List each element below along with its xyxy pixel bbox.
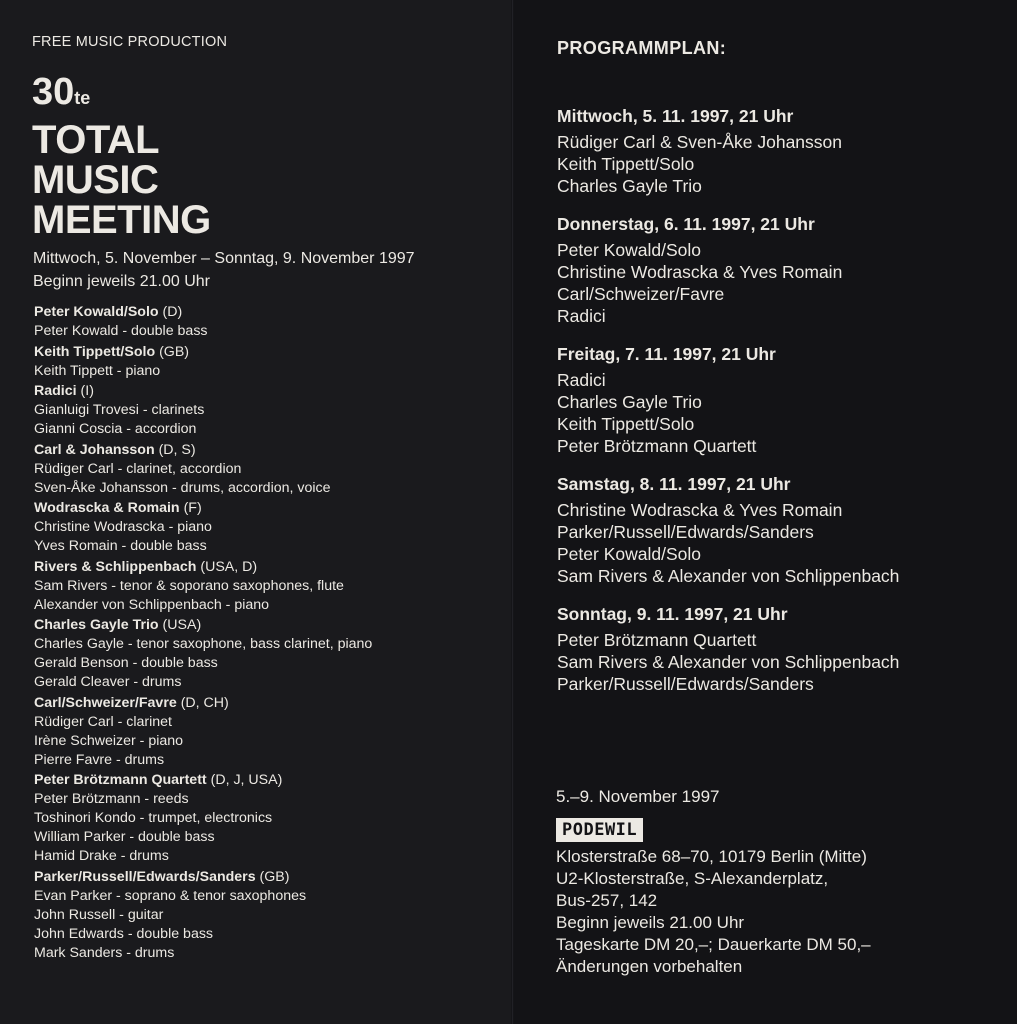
act-title: Wodrascka & Romain	[34, 500, 180, 516]
act-member: Evan Parker - soprano & tenor saxophones	[34, 887, 307, 904]
act-name	[34, 382, 504, 401]
act-member: Charles Gayle - tenor saxophone, bass clarinet, piano	[34, 636, 373, 652]
act-member: Gerald Cleaver - drums	[34, 674, 182, 690]
day-act: Rüdiger Carl & Sven-Åke Johansson	[557, 132, 843, 152]
day-act: Carl/Schweizer/Favre	[557, 284, 725, 304]
act-country: (I)	[80, 383, 94, 399]
act-member: Mark Sanders - drums	[34, 944, 175, 961]
program-title: PROGRAMMPLAN:	[557, 38, 727, 58]
act-member: Christine Wodrascka - piano	[34, 519, 212, 535]
day-heading: Freitag, 7. 11. 1997, 21 Uhr	[557, 344, 776, 364]
day-act: Sam Rivers & Alexander von Schlippenbach	[557, 652, 900, 672]
act-block	[34, 616, 504, 692]
day-act: Parker/Russell/Edwards/Sanders	[557, 674, 814, 694]
day-act: Radici	[557, 306, 606, 326]
act-country: (USA)	[162, 617, 202, 633]
act-country: (D)	[162, 304, 183, 320]
program-day	[557, 212, 997, 327]
act-title: Peter Kowald/Solo	[34, 304, 159, 320]
act-name	[34, 694, 504, 713]
act-member: Pierre Favre - drums	[34, 751, 165, 768]
day-act: Sam Rivers & Alexander von Schlippenbach	[557, 566, 900, 586]
act-member: Sven-Åke Johansson - drums, accordion, voice	[34, 479, 331, 496]
act-member: Gianluigi Trovesi - clarinets	[34, 402, 205, 418]
act-member: Irène Schweizer - piano	[34, 732, 184, 749]
fold-line	[511, 0, 514, 1024]
edition-number: 30	[32, 71, 75, 113]
day-act: Charles Gayle Trio	[557, 176, 702, 196]
act-name	[34, 303, 504, 322]
act-member: Sam Rivers - tenor & soporano saxophones, flute	[34, 577, 344, 594]
venue-line: Änderungen vorbehalten	[556, 957, 743, 976]
act-title: Carl/Schweizer/Favre	[34, 694, 177, 711]
act-country: (USA, D)	[200, 558, 258, 575]
act-block	[34, 382, 504, 439]
program-day	[557, 104, 997, 197]
act-block	[34, 303, 504, 341]
act-country: (D, CH)	[180, 694, 229, 711]
act-title: Parker/Russell/Edwards/Sanders	[34, 868, 256, 885]
day-act: Peter Brötzmann Quartett	[557, 630, 757, 650]
title-line: MUSIC	[32, 158, 159, 202]
act-block	[34, 771, 504, 866]
day-act: Christine Wodrascka & Yves Romain	[557, 500, 843, 520]
act-member: Peter Kowald - double bass	[34, 323, 208, 339]
venue-line: Tageskarte DM 20,–; Dauerkarte DM 50,–	[556, 935, 871, 954]
act-name	[34, 558, 504, 577]
dates-line: Mittwoch, 5. November – Sonntag, 9. November 1997	[33, 250, 415, 267]
act-block	[34, 499, 504, 556]
act-member: Gerald Benson - double bass	[34, 655, 218, 671]
day-act: Peter Brötzmann Quartett	[557, 436, 757, 456]
act-member: Gianni Coscia - accordion	[34, 421, 197, 437]
act-member: Toshinori Kondo - trumpet, electronics	[34, 810, 273, 826]
act-name	[34, 616, 504, 635]
act-member: Alexander von Schlippenbach - piano	[34, 596, 270, 613]
act-member: Hamid Drake - drums	[34, 848, 169, 864]
day-act: Peter Kowald/Solo	[557, 544, 701, 564]
program-day	[557, 342, 997, 457]
act-block	[34, 441, 504, 498]
day-act: Keith Tippett/Solo	[557, 414, 695, 434]
act-member: Peter Brötzmann - reeds	[34, 791, 189, 807]
act-country: (F)	[183, 500, 202, 516]
act-name	[34, 771, 504, 790]
venue-line: U2-Klosterstraße, S-Alexanderplatz,	[556, 869, 829, 888]
start-line: Beginn jeweils 21.00 Uhr	[33, 273, 210, 290]
day-heading: Samstag, 8. 11. 1997, 21 Uhr	[557, 474, 791, 494]
festival-dates	[33, 247, 415, 293]
podewil-logo: PODEWIL	[556, 818, 643, 842]
venue-line: Klosterstraße 68–70, 10179 Berlin (Mitte)	[556, 847, 867, 866]
day-heading: Mittwoch, 5. 11. 1997, 21 Uhr	[557, 106, 794, 126]
program-day	[557, 472, 997, 587]
act-block	[34, 868, 504, 963]
act-member: Rüdiger Carl - clarinet, accordion	[34, 460, 242, 477]
day-act: Radici	[557, 370, 606, 390]
program-schedule	[557, 104, 997, 710]
act-member: Yves Romain - double bass	[34, 538, 207, 554]
act-member: Rüdiger Carl - clarinet	[34, 713, 172, 730]
day-act: Charles Gayle Trio	[557, 392, 702, 412]
kicker: FREE MUSIC PRODUCTION	[32, 34, 228, 50]
act-country: (D, J, USA)	[210, 772, 283, 788]
act-member: William Parker - double bass	[34, 829, 215, 845]
act-block	[34, 694, 504, 770]
act-title: Keith Tippett/Solo	[34, 343, 156, 360]
act-title: Radici	[34, 383, 77, 399]
day-heading: Sonntag, 9. 11. 1997, 21 Uhr	[557, 604, 788, 624]
act-name	[34, 343, 504, 362]
venue-line: Beginn jeweils 21.00 Uhr	[556, 913, 745, 932]
act-title: Carl & Johansson	[34, 441, 155, 458]
title-line: MEETING	[32, 198, 211, 242]
act-name	[34, 499, 504, 518]
act-member: Keith Tippett - piano	[34, 362, 161, 379]
act-country: (D, S)	[158, 441, 196, 458]
act-member: John Edwards - double bass	[34, 925, 214, 942]
act-block	[34, 343, 504, 381]
day-heading: Donnerstag, 6. 11. 1997, 21 Uhr	[557, 214, 815, 234]
day-act: Parker/Russell/Edwards/Sanders	[557, 522, 814, 542]
festival-title	[32, 72, 211, 240]
edition-suffix: te	[74, 88, 91, 108]
act-title: Rivers & Schlippenbach	[34, 558, 197, 575]
day-act: Peter Kowald/Solo	[557, 240, 701, 260]
program-day	[557, 602, 997, 695]
title-line: TOTAL	[32, 118, 160, 162]
day-act: Christine Wodrascka & Yves Romain	[557, 262, 843, 282]
venue-dates: 5.–9. November 1997	[556, 787, 720, 806]
act-country: (GB)	[259, 868, 290, 885]
act-title: Peter Brötzmann Quartett	[34, 772, 207, 788]
day-act: Keith Tippett/Solo	[557, 154, 695, 174]
act-member: John Russell - guitar	[34, 906, 164, 923]
act-name	[34, 868, 504, 887]
venue-line: Bus-257, 142	[556, 891, 658, 910]
act-country: (GB)	[159, 343, 190, 360]
act-block	[34, 558, 504, 615]
venue-info	[556, 786, 996, 978]
act-title: Charles Gayle Trio	[34, 617, 159, 633]
artist-list	[34, 303, 504, 964]
act-name	[34, 441, 504, 460]
